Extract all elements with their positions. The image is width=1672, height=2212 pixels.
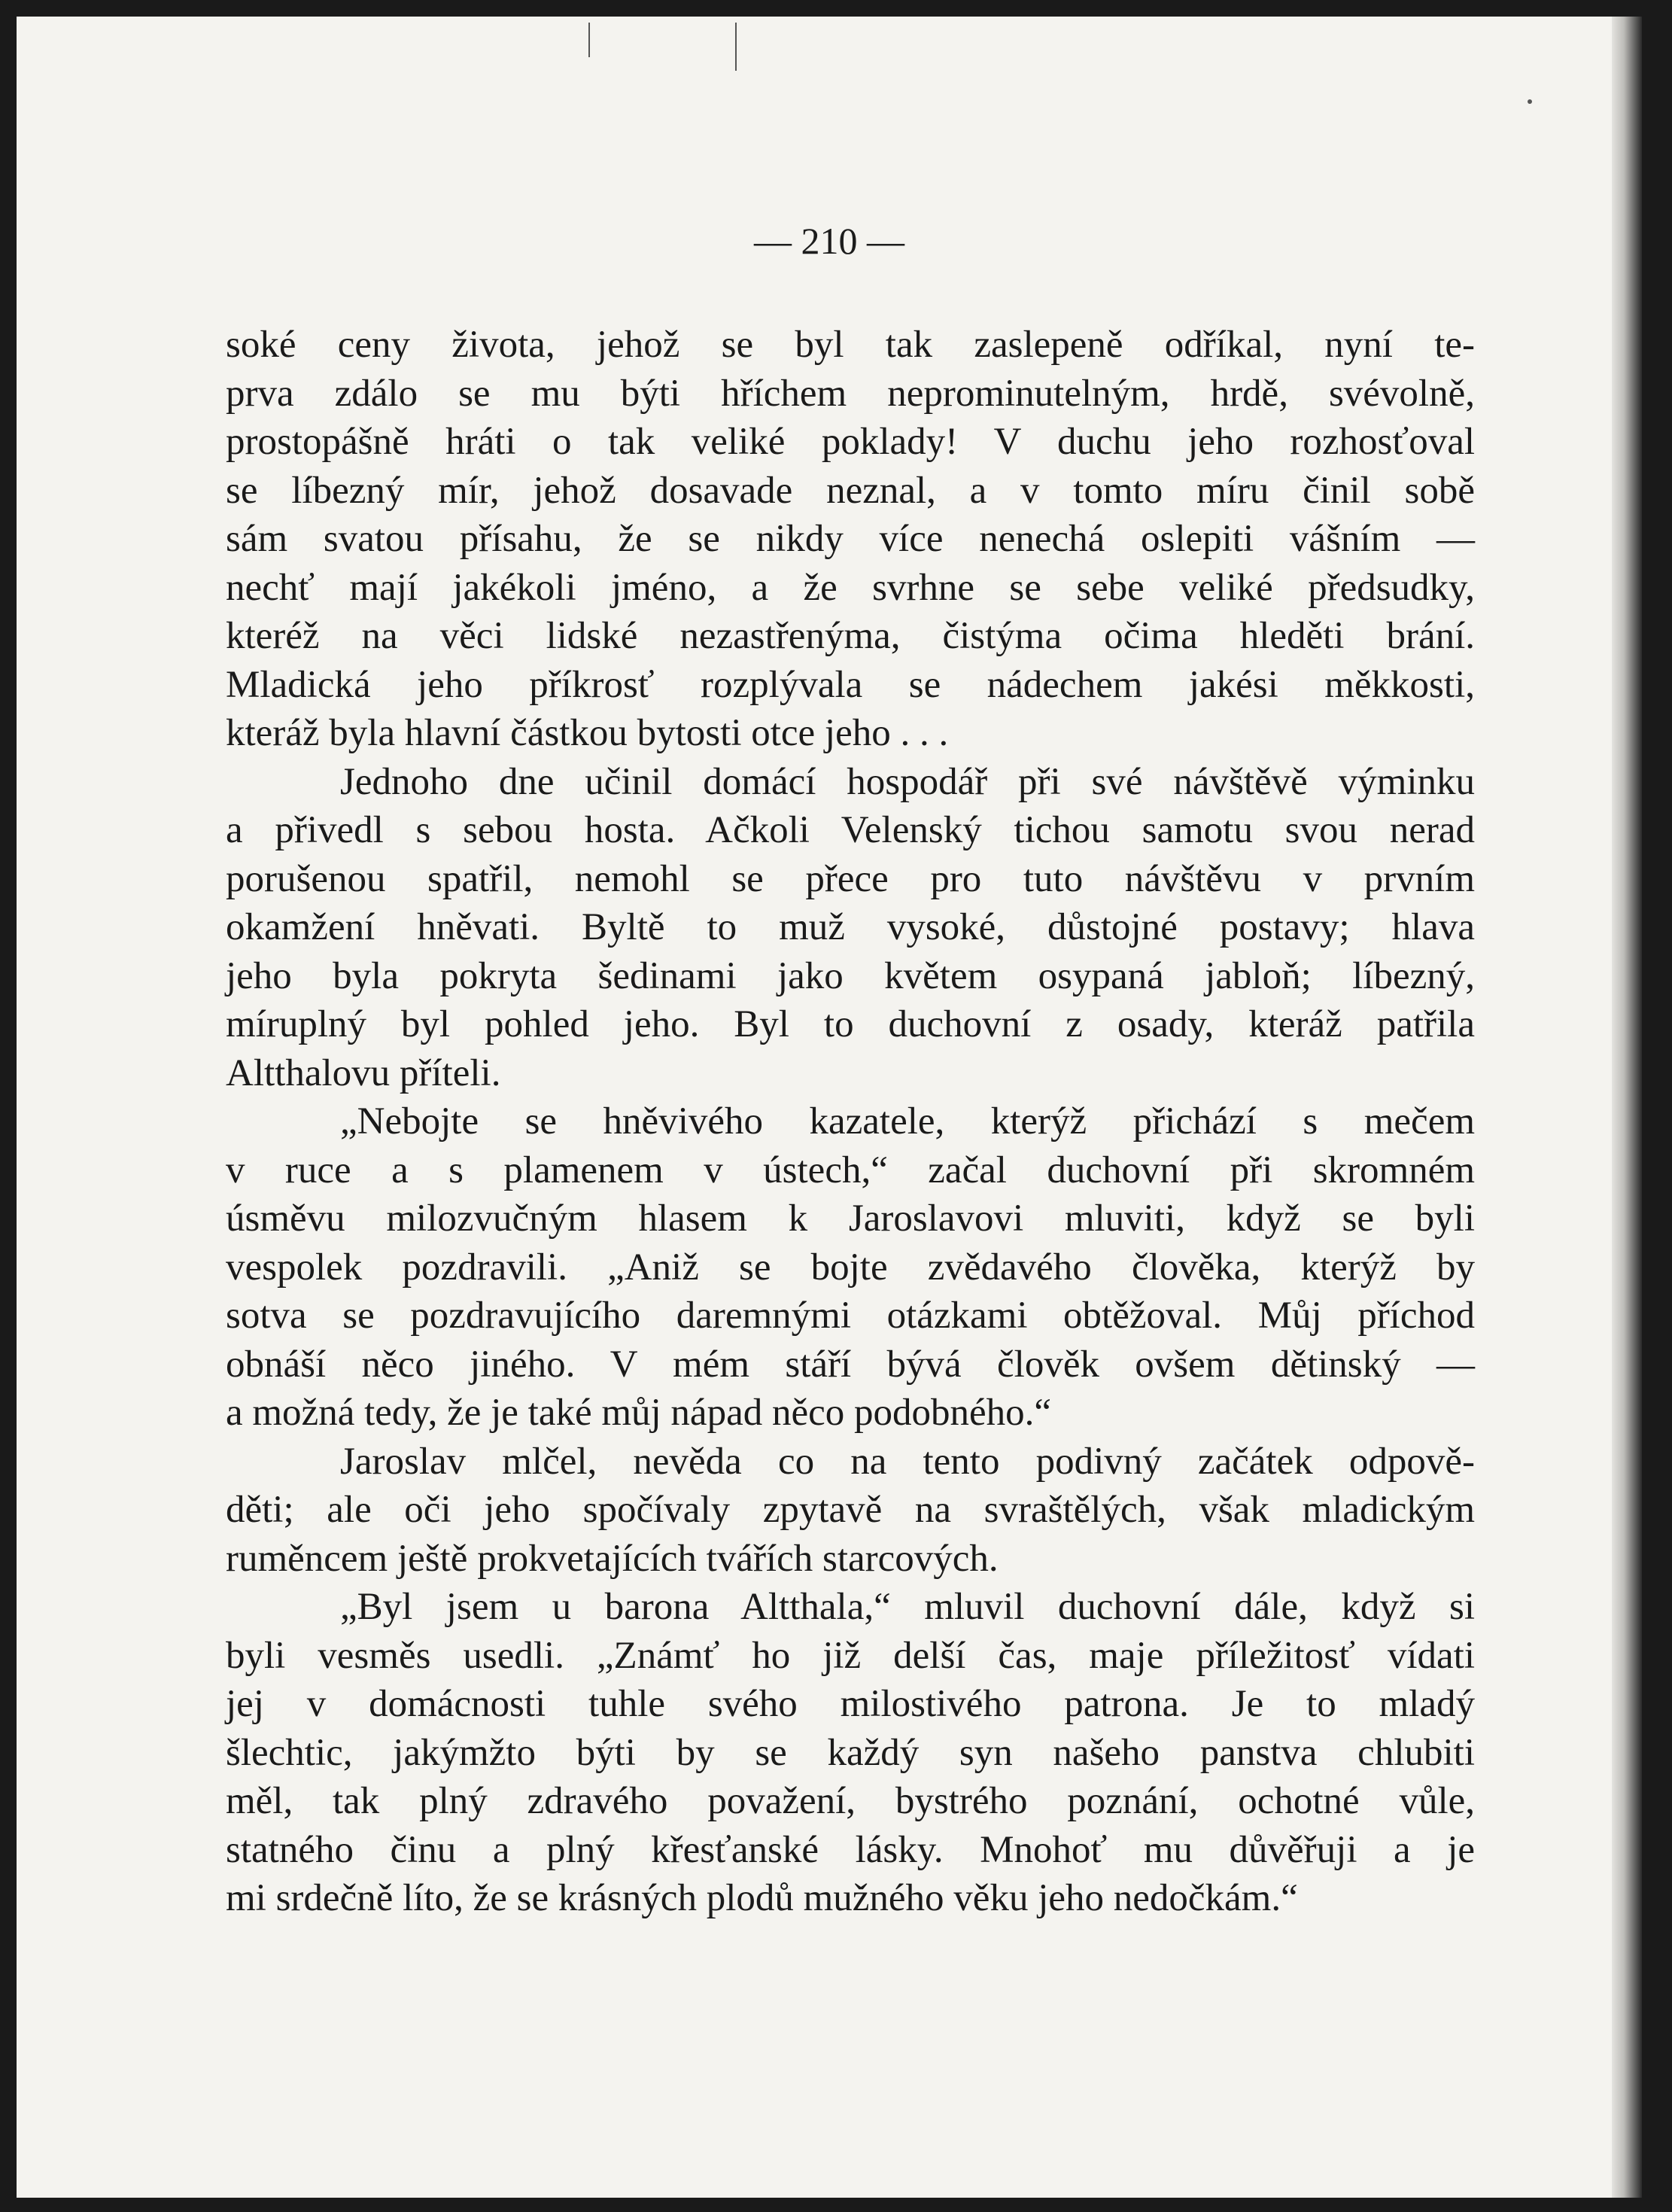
page-edge-shadow [1612,17,1642,2198]
paragraph [226,1583,1475,1923]
text-line: porušenou spatřil, nemohl se přece pro tuto návštěvu v prvním [226,857,1475,900]
text-line: kteráž byla hlavní částkou bytosti otce jeho . . . [226,712,949,754]
page-number: — 210 — [754,220,904,262]
paragraph [226,1438,1475,1584]
text-line: úsměvu milozvučným hlasem k Jaroslavovi mluviti, když se byli [226,1197,1475,1240]
text-line: okamžení hněvati. Byltě to muž vysoké, důstojné postavy; hlava [226,906,1475,948]
text-line: Jednoho dne učinil domácí hospodář při své návštěvě výminku [340,760,1475,803]
book-page [17,17,1642,2198]
text-line: se líbezný mír, jehož dosavade neznal, a v tomto míru činil sobě [226,469,1475,512]
text-line: „Byl jsem u barona Altthala,“ mluvil duchovní dále, když si [340,1586,1475,1628]
text-line: sám svatou přísahu, že se nikdy více nenechá oslepiti vášním — [226,518,1475,560]
text-line: měl, tak plný zdravého považení, bystrého poznání, ochotné vůle, [226,1780,1475,1822]
text-line: v ruce a s plamenem v ústech,“ začal duchovní při skromném [226,1149,1475,1191]
text-line: kteréž na věci lidské nezastřenýma, čistýma očima hleděti brání. [226,615,1475,657]
paragraph [226,758,1475,1098]
text-line: „Nebojte se hněvivého kazatele, kterýž přichází s mečem [340,1100,1475,1143]
text-line: prostopášně hráti o tak veliké poklady! V duchu jeho rozhosťoval [226,421,1475,463]
text-line: byli vesměs usedli. „Známť ho již delší čas, maje příležitosť vídati [226,1634,1475,1677]
text-line: obnáší něco jiného. V mém stáří bývá člověk ovšem dětinský — [226,1343,1475,1386]
scan-mark [735,23,737,71]
text-line: statného činu a plný křesťanské lásky. Mnohoť mu důvěřuji a je [226,1828,1475,1871]
text-line: Altthalovu příteli. [226,1051,501,1094]
text-line: vespolek pozdravili. „Aniž se bojte zvědavého člověka, kterýž by [226,1246,1475,1289]
text-line: jej v domácnosti tuhle svého milostivého patrona. Je to mladý [226,1683,1475,1725]
text-line: ruměncem ještě prokvetajících tvářích starcových. [226,1537,999,1580]
scan-mark [1528,99,1532,104]
body-text [226,321,1475,1923]
text-line: děti; ale oči jeho spočívaly zpytavě na svraštělých, však mladickým [226,1489,1475,1531]
text-line: prva zdálo se mu býti hříchem neprominutelným, hrdě, svévolně, [226,372,1475,415]
paragraph [226,1097,1475,1438]
scan-mark [588,23,590,57]
text-line: a přivedl s sebou hosta. Ačkoli Velenský tichou samotu svou nerad [226,809,1475,851]
text-line: mi srdečně líto, že se krásných plodů mužného věku jeho nedočkám.“ [226,1877,1298,1919]
text-line: jeho byla pokryta šedinami jako květem osypaná jabloň; líbezný, [226,954,1475,997]
text-line: soké ceny života, jehož se byl tak zaslepeně odříkal, nyní te- [226,324,1475,366]
text-line: míruplný byl pohled jeho. Byl to duchovní z osady, kteráž patřila [226,1003,1475,1045]
text-line: Mladická jeho příkrosť rozplývala se nádechem jakési měkkosti, [226,663,1475,706]
text-line: a možná tedy, že je také můj nápad něco podobného.“ [226,1392,1051,1434]
text-line: nechť mají jakékoli jméno, a že svrhne se sebe veliké předsudky, [226,566,1475,609]
paragraph [226,321,1475,758]
text-line: sotva se pozdravujícího daremnými otázkami obtěžoval. Můj příchod [226,1295,1475,1337]
text-line: šlechtic, jakýmžto býti by se každý syn našeho panstva chlubiti [226,1731,1475,1774]
text-line: Jaroslav mlčel, nevěda co na tento podivný začátek odpově- [340,1440,1475,1483]
